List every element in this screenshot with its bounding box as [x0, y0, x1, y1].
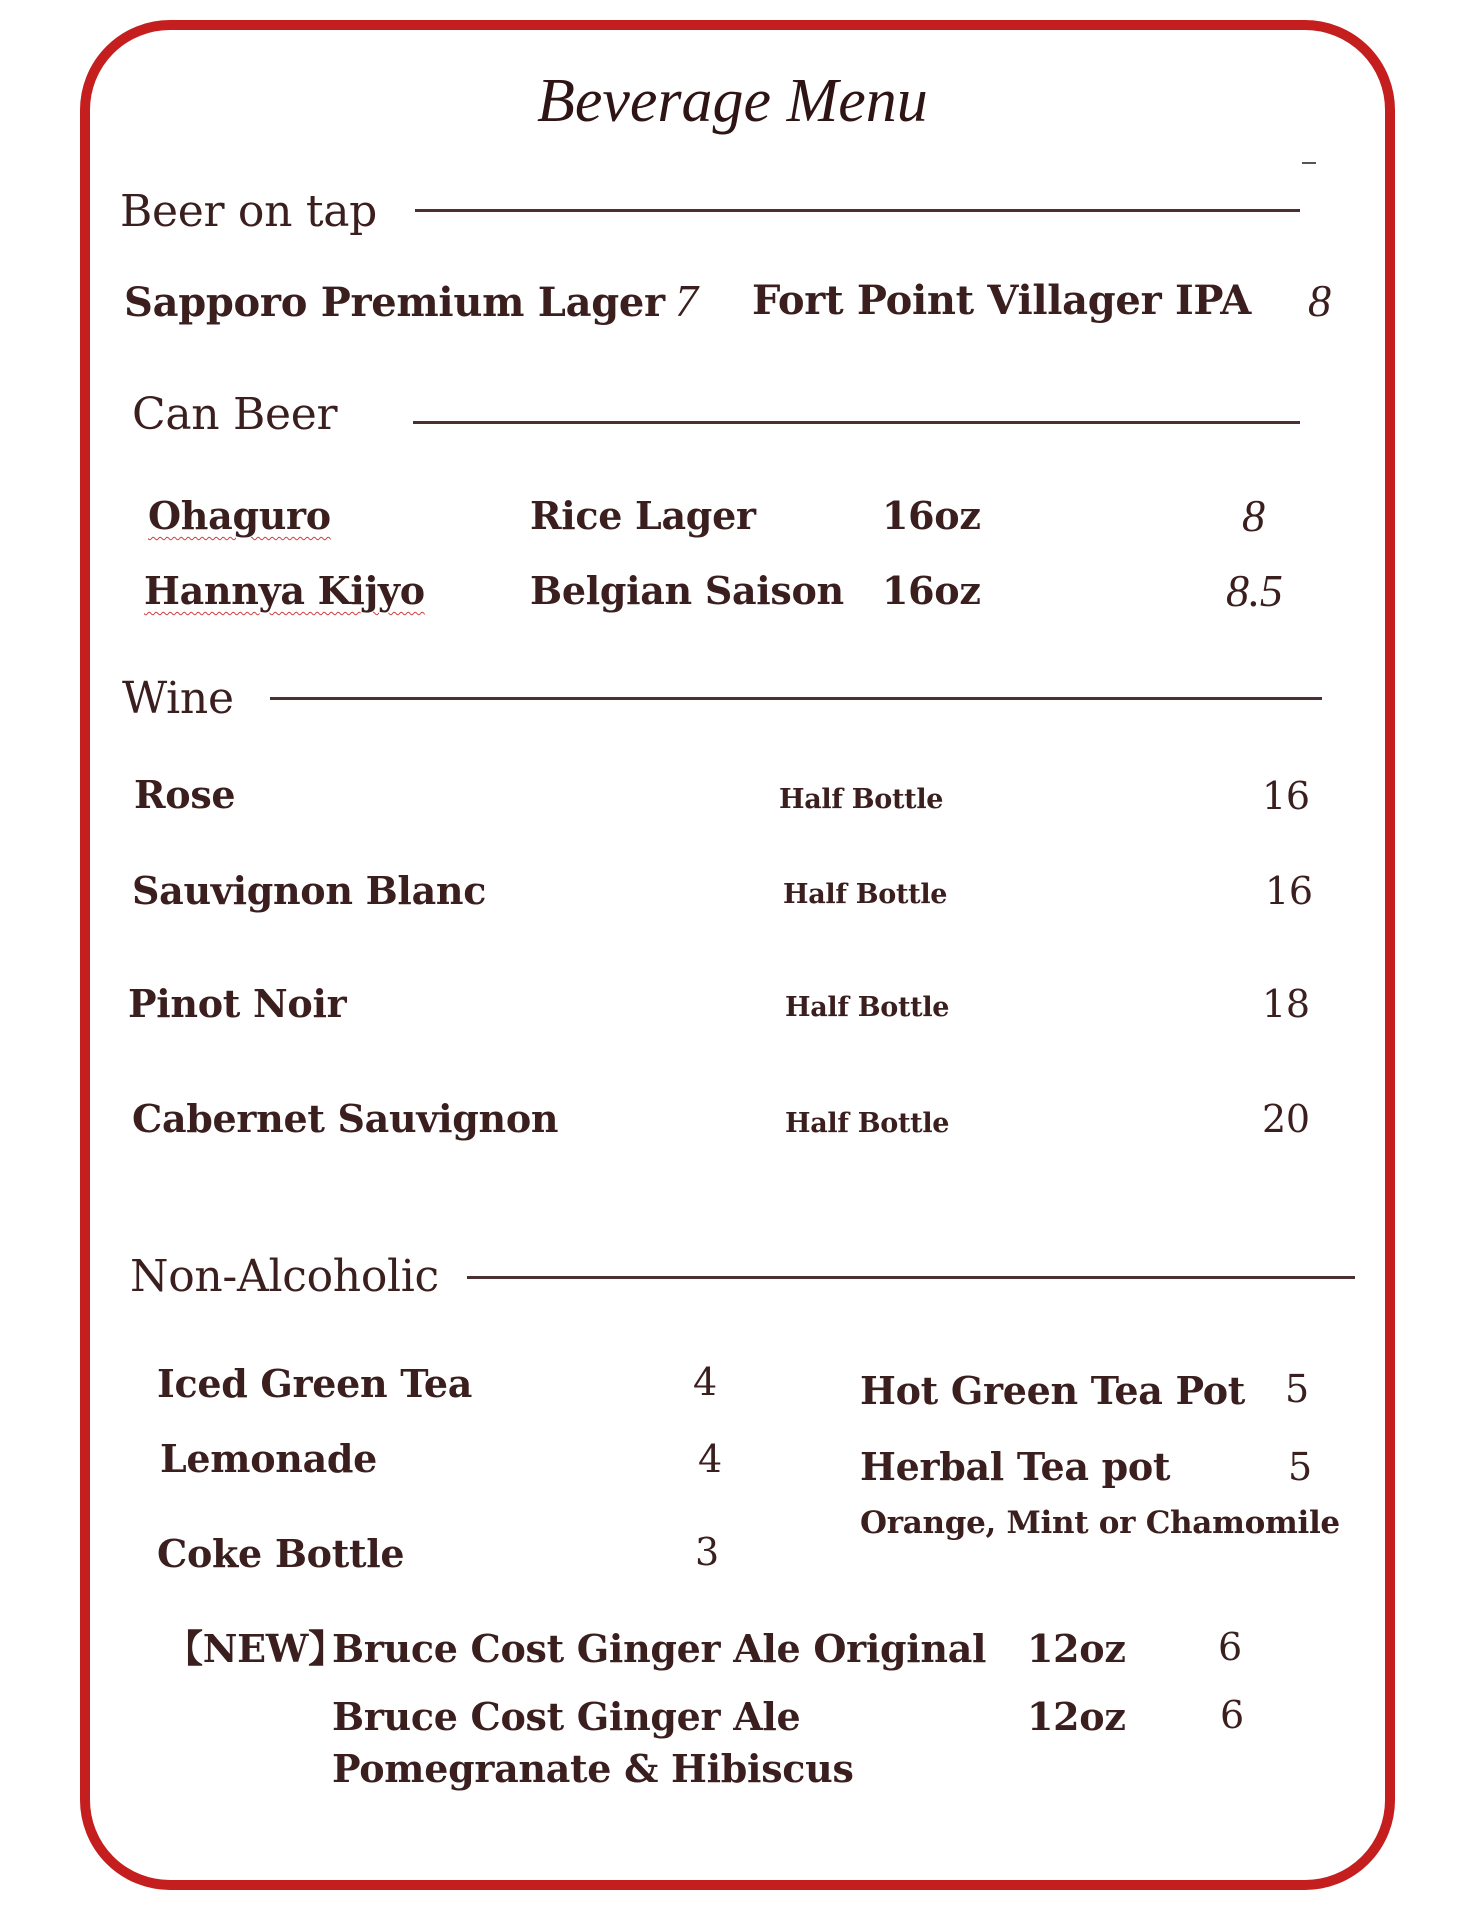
ginger-item-price: 6 — [1218, 1625, 1242, 1669]
drink-item-price: 5 — [1288, 1445, 1312, 1489]
section-heading-can-beer: Can Beer — [132, 389, 338, 440]
stray-mark — [1302, 162, 1316, 164]
drink-item-price: 4 — [693, 1360, 717, 1404]
tap-item-price: 8 — [1308, 275, 1331, 326]
section-rule — [467, 1276, 1355, 1279]
wine-item-name: Sauvignon Blanc — [132, 868, 487, 913]
wine-item-price: 20 — [1262, 1097, 1310, 1141]
can-item-name: Hannya Kijyo — [144, 568, 425, 613]
drink-item-name: Herbal Tea pot — [860, 1444, 1171, 1489]
wine-item-price: 16 — [1265, 869, 1313, 913]
section-heading-non-alcoholic: Non-Alcoholic — [130, 1251, 439, 1302]
wine-item-name: Pinot Noir — [128, 981, 347, 1026]
ginger-item-name: Bruce Cost Ginger Ale — [332, 1694, 801, 1739]
wine-item-price: 18 — [1262, 982, 1310, 1026]
drink-item-note: Orange, Mint or Chamomile — [860, 1505, 1340, 1541]
tap-item-name: Fort Point Villager IPA — [752, 277, 1251, 324]
wine-item-size: Half Bottle — [785, 992, 950, 1023]
tap-item-price: 7 — [675, 275, 698, 326]
can-item-style: Rice Lager — [530, 493, 756, 538]
wine-item-name: Rose — [134, 772, 236, 817]
can-item-price: 8 — [1242, 490, 1265, 541]
can-item-style: Belgian Saison — [530, 568, 844, 613]
drink-item-price: 3 — [695, 1530, 719, 1574]
ginger-item-price: 6 — [1220, 1693, 1244, 1737]
can-item-name: Ohaguro — [148, 493, 331, 538]
can-item-size: 16oz — [882, 493, 981, 538]
menu-title: Beverage Menu — [537, 67, 928, 135]
wine-item-name: Cabernet Sauvignon — [132, 1096, 559, 1141]
wine-item-size: Half Bottle — [783, 879, 948, 910]
tap-item-name: Sapporo Premium Lager — [124, 279, 665, 326]
drink-item-price: 5 — [1285, 1367, 1309, 1411]
drink-item-price: 4 — [698, 1437, 722, 1481]
section-heading-wine: Wine — [122, 673, 234, 724]
drink-item-name: Lemonade — [160, 1436, 378, 1481]
section-rule — [413, 421, 1300, 424]
drink-item-name: Coke Bottle — [157, 1531, 405, 1576]
wine-item-size: Half Bottle — [779, 784, 944, 815]
ginger-item-size: 12oz — [1027, 1694, 1126, 1739]
wine-item-price: 16 — [1262, 774, 1310, 818]
new-badge: 【NEW】 — [165, 1626, 346, 1671]
can-item-price: 8.5 — [1226, 565, 1283, 616]
section-rule — [415, 209, 1300, 212]
ginger-item-size: 12oz — [1027, 1626, 1126, 1671]
ginger-item-name-line2: Pomegranate & Hibiscus — [332, 1746, 854, 1791]
drink-item-name: Hot Green Tea Pot — [860, 1368, 1246, 1413]
wine-item-size: Half Bottle — [785, 1108, 950, 1139]
section-heading-beer-on-tap: Beer on tap — [120, 186, 378, 237]
drink-item-name: Iced Green Tea — [157, 1361, 473, 1406]
section-rule — [270, 697, 1322, 700]
can-item-size: 16oz — [882, 568, 981, 613]
ginger-item-name: Bruce Cost Ginger Ale Original — [332, 1626, 987, 1671]
